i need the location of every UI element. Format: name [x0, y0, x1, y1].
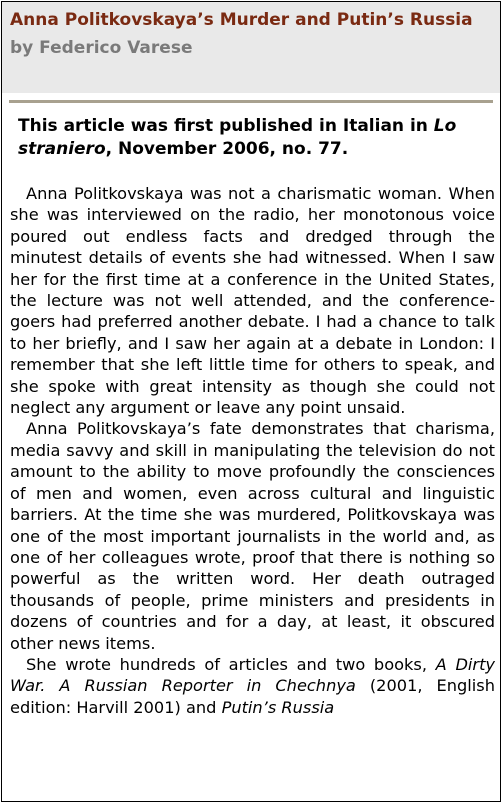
paragraph-text: (2001, English edition: Harvill 2001) and — [10, 676, 495, 717]
header-divider — [9, 100, 493, 103]
book-title: Putin’s Russia — [221, 697, 335, 717]
article-body — [10, 183, 495, 718]
paragraph: Anna Politkovskaya’s fate demonstrates that charisma, media savvy and skill in manipulating the television do not amount to the ability to move profoundly the consciences of men and women, even across cultural and linguistic barriers. At the time she was murdered, Politkovskaya was one of the most important journalists in the world and, as one of her colleagues wrote, proof that there is nothing so powerful as the written word. Her death outraged thousands of people, prime ministers and presidents in dozens of countries and for a day, at least, it obscured other news items. — [10, 419, 495, 653]
article-title: Anna Politkovskaya’s Murder and Putin’s Russia — [10, 10, 473, 30]
article-byline: by Federico Varese — [10, 38, 193, 58]
paragraph — [10, 654, 495, 718]
publication-note-date: , November 2006, no. 77. — [105, 139, 349, 159]
publication-name: Lo straniero — [18, 116, 457, 159]
publication-note — [18, 115, 486, 161]
book-title: A Dirty War. A Russian Reporter in Chechnya — [10, 654, 495, 696]
paragraph-text: She wrote hundreds of articles and two books, — [26, 654, 436, 674]
article-page — [1, 1, 501, 802]
publication-note-text: This article was first published in Italian in — [18, 116, 434, 136]
paragraph: Anna Politkovskaya was not a charismatic woman. When she was interviewed on the radio, her monotonous voice poured out endless facts and dredged through the minutest details of events she had witnessed. When I saw her for the first time at a conference in the United States, the lecture was not well attended, and the conference-goers had preferred another debate. I had a chance to talk to her briefly, and I saw her again at a debate in London: I remember that she left little time for others to speak, and she spoke with great intensity as though she could not neglect any argument or leave any point unsaid. — [10, 184, 495, 418]
article-header — [2, 2, 500, 93]
